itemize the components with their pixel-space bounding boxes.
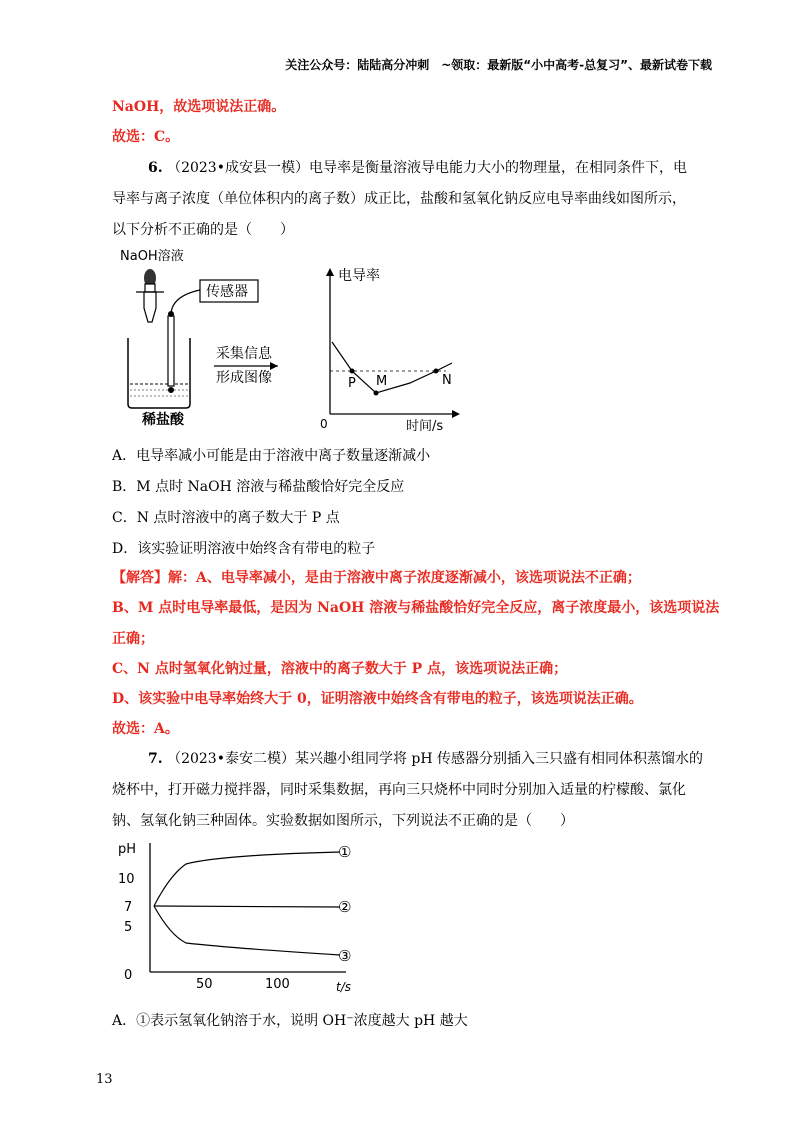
curve-1-label: ① bbox=[338, 843, 352, 861]
label-p: P bbox=[348, 376, 356, 391]
q6-line1 bbox=[148, 157, 687, 177]
q6-number: 6. bbox=[148, 160, 163, 176]
q6-solution-1 bbox=[112, 567, 641, 587]
ph-ylabel: pH bbox=[118, 842, 137, 857]
acid-solution bbox=[130, 384, 188, 406]
solution-text-1: 解：A、电导率减小，是由于溶液中离子浓度逐渐减小，该选项说法不正确； bbox=[168, 570, 641, 586]
dropper-tube bbox=[144, 292, 156, 322]
q7-option-a: A．①表示氢氧化钠溶于水，说明 OH⁻浓度越大 pH 越大 bbox=[112, 1013, 468, 1029]
q6-solution-5: D、该实验中电导率始终大于 0，证明溶液中始终含有带电的粒子，该选项说法正确。 bbox=[112, 691, 643, 707]
q6-stem-3: 以下分析不正确的是（ ） bbox=[112, 222, 294, 238]
dropper-neck bbox=[145, 284, 155, 292]
q6-option-d: D．该实验证明溶液中始终含有带电的粒子 bbox=[112, 541, 376, 557]
q7-stem-3: 钠、氢氧化钠三种固体。实验数据如图所示，下列说法不正确的是（ ） bbox=[112, 813, 574, 829]
ph-ytick-0: 0 bbox=[124, 968, 133, 983]
point-p bbox=[350, 369, 355, 374]
q6-option-a: A．电导率减小可能是由于溶液中离子数量逐渐减小 bbox=[112, 448, 431, 464]
ph-xlabel: t/s bbox=[336, 980, 351, 994]
q7-line1 bbox=[148, 748, 703, 768]
q6-option-c: C．N 点时溶液中的离子数大于 P 点 bbox=[112, 510, 340, 526]
prev-solution-line: NaOH，故选项说法正确。 bbox=[112, 99, 286, 115]
graph-origin: 0 bbox=[320, 417, 328, 431]
q6-stem-2: 导率与离子浓度（单位体积内的离子数）成正比，盐酸和氢氧化钠反应电导率曲线如图所示， bbox=[112, 191, 686, 207]
q6-option-b: B．M 点时 NaOH 溶液与稀盐酸恰好完全反应 bbox=[112, 479, 405, 495]
sensor-probe bbox=[168, 316, 174, 386]
label-m: M bbox=[376, 374, 388, 389]
ph-ytick-10: 10 bbox=[118, 872, 135, 887]
q7-ph-chart bbox=[110, 835, 370, 995]
q6-solution-3: 正确； bbox=[112, 631, 154, 647]
sensor-cable bbox=[171, 290, 200, 314]
curve-1 bbox=[154, 852, 340, 906]
solution-tag: 【解答】 bbox=[112, 570, 168, 586]
q7-stem-2: 烧杯中，打开磁力搅拌器，同时采集数据，再向三只烧杯中同时分别加入适量的柠檬酸、氯化 bbox=[112, 782, 686, 798]
ph-ytick-7: 7 bbox=[124, 900, 133, 915]
arrow-label-top: 采集信息 bbox=[216, 346, 272, 362]
arrow-head bbox=[270, 362, 278, 370]
page-header: 关注公众号：陆陆高分冲刺 ~领取：最新版“小中高考-总复习”、最新试卷下载 bbox=[285, 58, 712, 72]
ph-ytick-5: 5 bbox=[124, 920, 133, 935]
q6-solution-2: B、M 点时电导率最低，是因为 NaOH 溶液与稀盐酸恰好完全反应，离子浓度最小，该选项说法 bbox=[112, 600, 720, 616]
point-n bbox=[434, 369, 439, 374]
curve-2-label: ② bbox=[338, 898, 352, 916]
prev-answer: 故选：C。 bbox=[112, 129, 180, 145]
curve-2 bbox=[154, 906, 340, 907]
curve-3 bbox=[154, 906, 340, 955]
ph-xtick-50: 50 bbox=[196, 977, 213, 992]
q6-stem-1: （2023•成安县一模）电导率是衡量溶液导电能力大小的物理量，在相同条件下，电 bbox=[167, 160, 687, 176]
label-n: N bbox=[442, 373, 452, 388]
naoh-label: NaOH溶液 bbox=[120, 249, 184, 264]
q7-number: 7. bbox=[148, 751, 163, 767]
x-axis-arrow bbox=[452, 410, 460, 418]
graph-ylabel: 电导率 bbox=[338, 268, 380, 284]
point-m bbox=[374, 391, 379, 396]
acid-label: 稀盐酸 bbox=[142, 412, 184, 428]
q6-solution-4: C、N 点时氢氧化钠过量，溶液中的离子数大于 P 点，该选项说法正确； bbox=[112, 661, 568, 677]
page-number: 13 bbox=[96, 1072, 113, 1087]
q6-figure bbox=[110, 244, 470, 434]
q7-stem-1: （2023•泰安二模）某兴趣小组同学将 pH 传感器分别插入三只盛有相同体积蒸馏水的 bbox=[167, 751, 704, 767]
sensor-label: 传感器 bbox=[206, 284, 248, 300]
curve-3-label: ③ bbox=[338, 947, 352, 965]
graph-xlabel: 时间/s bbox=[406, 419, 444, 434]
y-axis-arrow bbox=[326, 268, 334, 276]
q6-answer: 故选：A。 bbox=[112, 721, 179, 737]
ph-xtick-100: 100 bbox=[265, 977, 290, 992]
probe-tip bbox=[168, 387, 174, 393]
arrow-label-bottom: 形成图像 bbox=[216, 370, 272, 386]
